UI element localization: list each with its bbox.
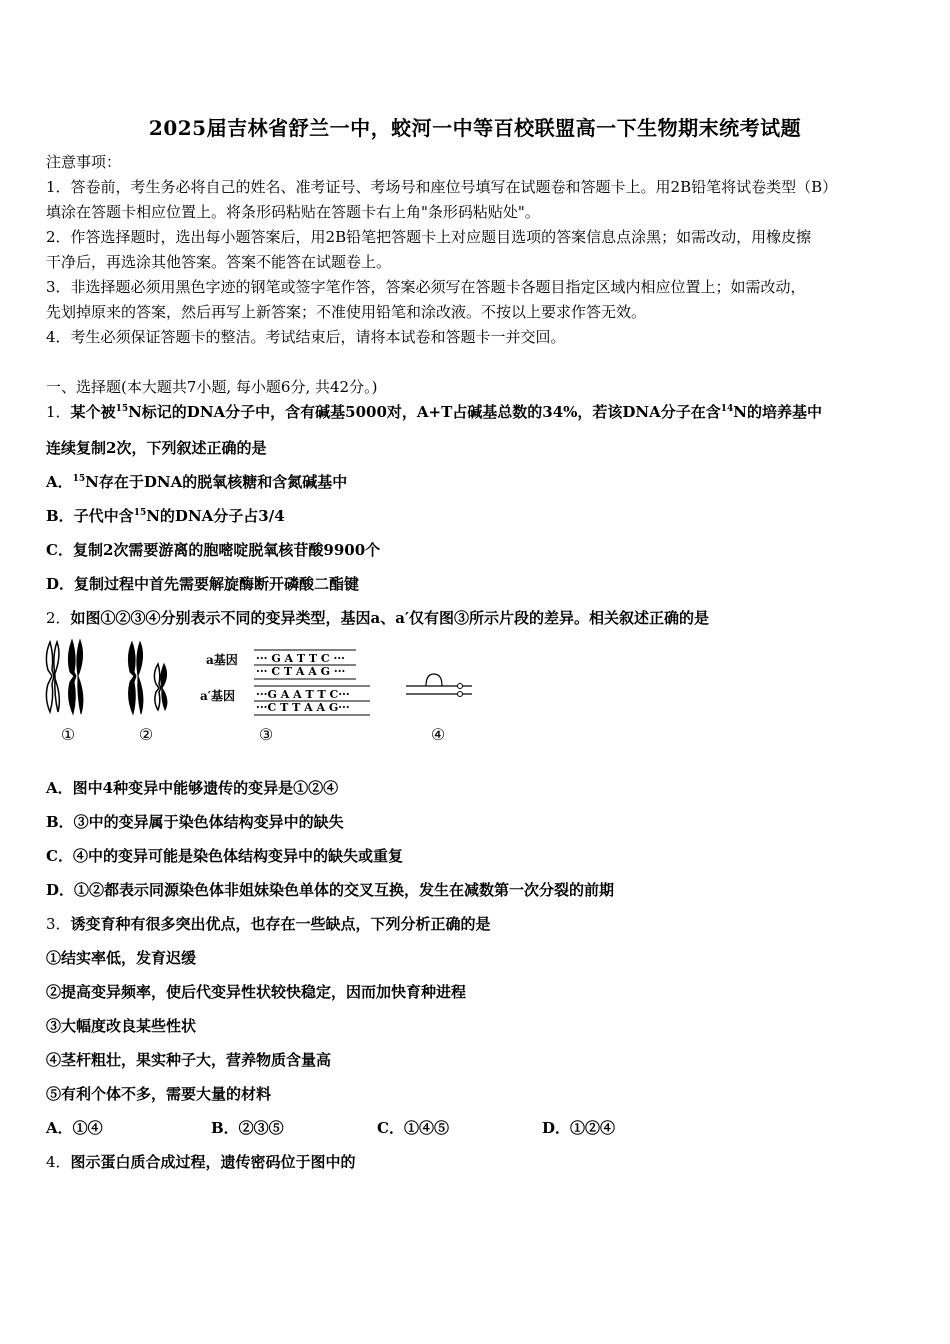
gene-a-prime-label: a′基因 bbox=[200, 689, 235, 703]
seq-a-bottom: ··· C T A A G ··· bbox=[256, 665, 346, 678]
superscript: 15 bbox=[133, 508, 147, 518]
superscript: 14 bbox=[720, 404, 734, 414]
option-text: B．子代中含 bbox=[46, 507, 134, 525]
notice-line: 3．非选择题必须用黑色字迹的钢笔或签字笔作答，答案必须写在答题卡各题目指定区域内相应位置上；如需改动， bbox=[46, 278, 806, 296]
q1-option-d[interactable]: D．复制过程中首先需要解旋酶断开磷酸二酯键 bbox=[46, 575, 360, 593]
option-text: A． bbox=[46, 473, 73, 491]
question-4-stem bbox=[46, 1152, 356, 1172]
question-number: 3． bbox=[46, 915, 71, 933]
q3-item: ③大幅度改良某些性状 bbox=[46, 1017, 197, 1035]
q3-text: 诱变育种有很多突出优点，也存在一些缺点，下列分析正确的是 bbox=[70, 915, 491, 933]
seq-b-bottom: ···C T T A A G··· bbox=[256, 701, 350, 714]
figure-label-3: ③ bbox=[258, 725, 274, 744]
section-heading: 一、选择题(本大题共7小题, 每小题6分, 共42分。) bbox=[46, 378, 378, 396]
q3-item: ①结实率低，发育迟缓 bbox=[46, 949, 197, 967]
question-2-stem bbox=[46, 608, 709, 628]
notice-heading: 注意事项： bbox=[46, 153, 122, 171]
question-number: 4． bbox=[46, 1153, 71, 1171]
q2-option-a[interactable]: A．图中4种变异中能够遗传的变异是①②④ bbox=[46, 779, 339, 797]
superscript: 15 bbox=[115, 404, 129, 414]
notice-line: 填涂在答题卡相应位置上。将条形码粘贴在答题卡右上角"条形码粘贴处"。 bbox=[46, 203, 540, 221]
notice-line: 干净后，再选涂其他答案。答案不能答在试题卷上。 bbox=[46, 253, 392, 271]
figure-label-2: ② bbox=[138, 725, 154, 744]
q3-item: ⑤有利个体不多，需要大量的材料 bbox=[46, 1085, 272, 1103]
q1-text: N标记的DNA分子中，含有碱基5000对，A+T占碱基总数的34%，若该DNA分子在含 bbox=[128, 403, 721, 421]
option-text: N存在于DNA的脱氧核糖和含氮碱基中 bbox=[85, 473, 348, 491]
q1-option-b[interactable] bbox=[46, 506, 285, 526]
q2-option-b[interactable]: B．③中的变异属于染色体结构变异中的缺失 bbox=[46, 813, 344, 831]
q2-text: 如图①②③④分别表示不同的变异类型，基因a、a′仅有图③所示片段的差异。相关叙述正确的是 bbox=[70, 609, 709, 627]
question-1-stem-line2: 连续复制2次，下列叙述正确的是 bbox=[46, 439, 267, 457]
question-1-stem bbox=[46, 402, 822, 422]
superscript: 15 bbox=[72, 474, 86, 484]
figure-label-1: ① bbox=[60, 725, 76, 744]
q3-option-a[interactable]: A．①④ bbox=[46, 1119, 103, 1137]
q1-text: N的培养基中 bbox=[733, 403, 823, 421]
chromosome-pair-2-icon bbox=[128, 642, 167, 714]
page-title: 2025届吉林省舒兰一中，蛟河一中等百校联盟高一下生物期末统考试题 bbox=[148, 116, 802, 140]
question-number: 2． bbox=[46, 609, 71, 627]
notice-line: 1．答卷前，考生务必将自己的姓名、准考证号、考场号和座位号填写在试题卷和答题卡上。用2B铅笔将试卷类型（B） bbox=[46, 178, 838, 196]
q1-option-c[interactable]: C．复制2次需要游离的胞嘧啶脱氧核苷酸9900个 bbox=[46, 541, 381, 559]
q2-option-c[interactable]: C．④中的变异可能是染色体结构变异中的缺失或重复 bbox=[46, 847, 403, 865]
q3-item: ②提高变异频率，使后代变异性状较快稳定，因而加快育种进程 bbox=[46, 983, 467, 1001]
q3-item: ④茎杆粗壮，果实种子大，营养物质含量高 bbox=[46, 1051, 332, 1069]
question-3-stem bbox=[46, 914, 491, 934]
chromosome-pair-1-icon bbox=[46, 640, 83, 714]
notice-line: 2．作答选择题时，选出每小题答案后，用2B铅笔把答题卡上对应题目选项的答案信息点涂黑；如需改动，用橡皮擦 bbox=[46, 228, 812, 246]
notice-line: 4．考生必须保证答题卡的整洁。考试结束后，请将本试卷和答题卡一并交回。 bbox=[46, 328, 566, 346]
seq-a-top: ··· G A T T C ··· bbox=[256, 652, 346, 665]
q1-option-a[interactable] bbox=[46, 472, 347, 492]
q3-option-b[interactable]: B．②③⑤ bbox=[211, 1119, 284, 1137]
question-number: 1． bbox=[46, 403, 71, 421]
q2-option-d[interactable]: D．①②都表示同源染色体非姐妹染色单体的交叉互换，发生在减数第一次分裂的前期 bbox=[46, 881, 615, 899]
q1-text: 某个被 bbox=[70, 403, 116, 421]
figure-label-4: ④ bbox=[430, 725, 446, 744]
option-text: N的DNA分子占3/4 bbox=[146, 507, 285, 525]
gene-a-label: a基因 bbox=[206, 653, 238, 667]
q4-text: 图示蛋白质合成过程，遗传密码位于图中的 bbox=[70, 1153, 356, 1171]
seq-b-top: ···G A A T T C··· bbox=[256, 688, 350, 701]
q3-option-d[interactable]: D．①②④ bbox=[542, 1119, 616, 1137]
q3-option-c[interactable]: C．①④⑤ bbox=[377, 1119, 449, 1137]
chromosome-loop-icon bbox=[406, 674, 472, 697]
notice-line: 先划掉原来的答案，然后再写上新答案；不准使用铅笔和涂改液。不按以上要求作答无效。 bbox=[46, 303, 647, 321]
variation-figure bbox=[40, 636, 480, 754]
